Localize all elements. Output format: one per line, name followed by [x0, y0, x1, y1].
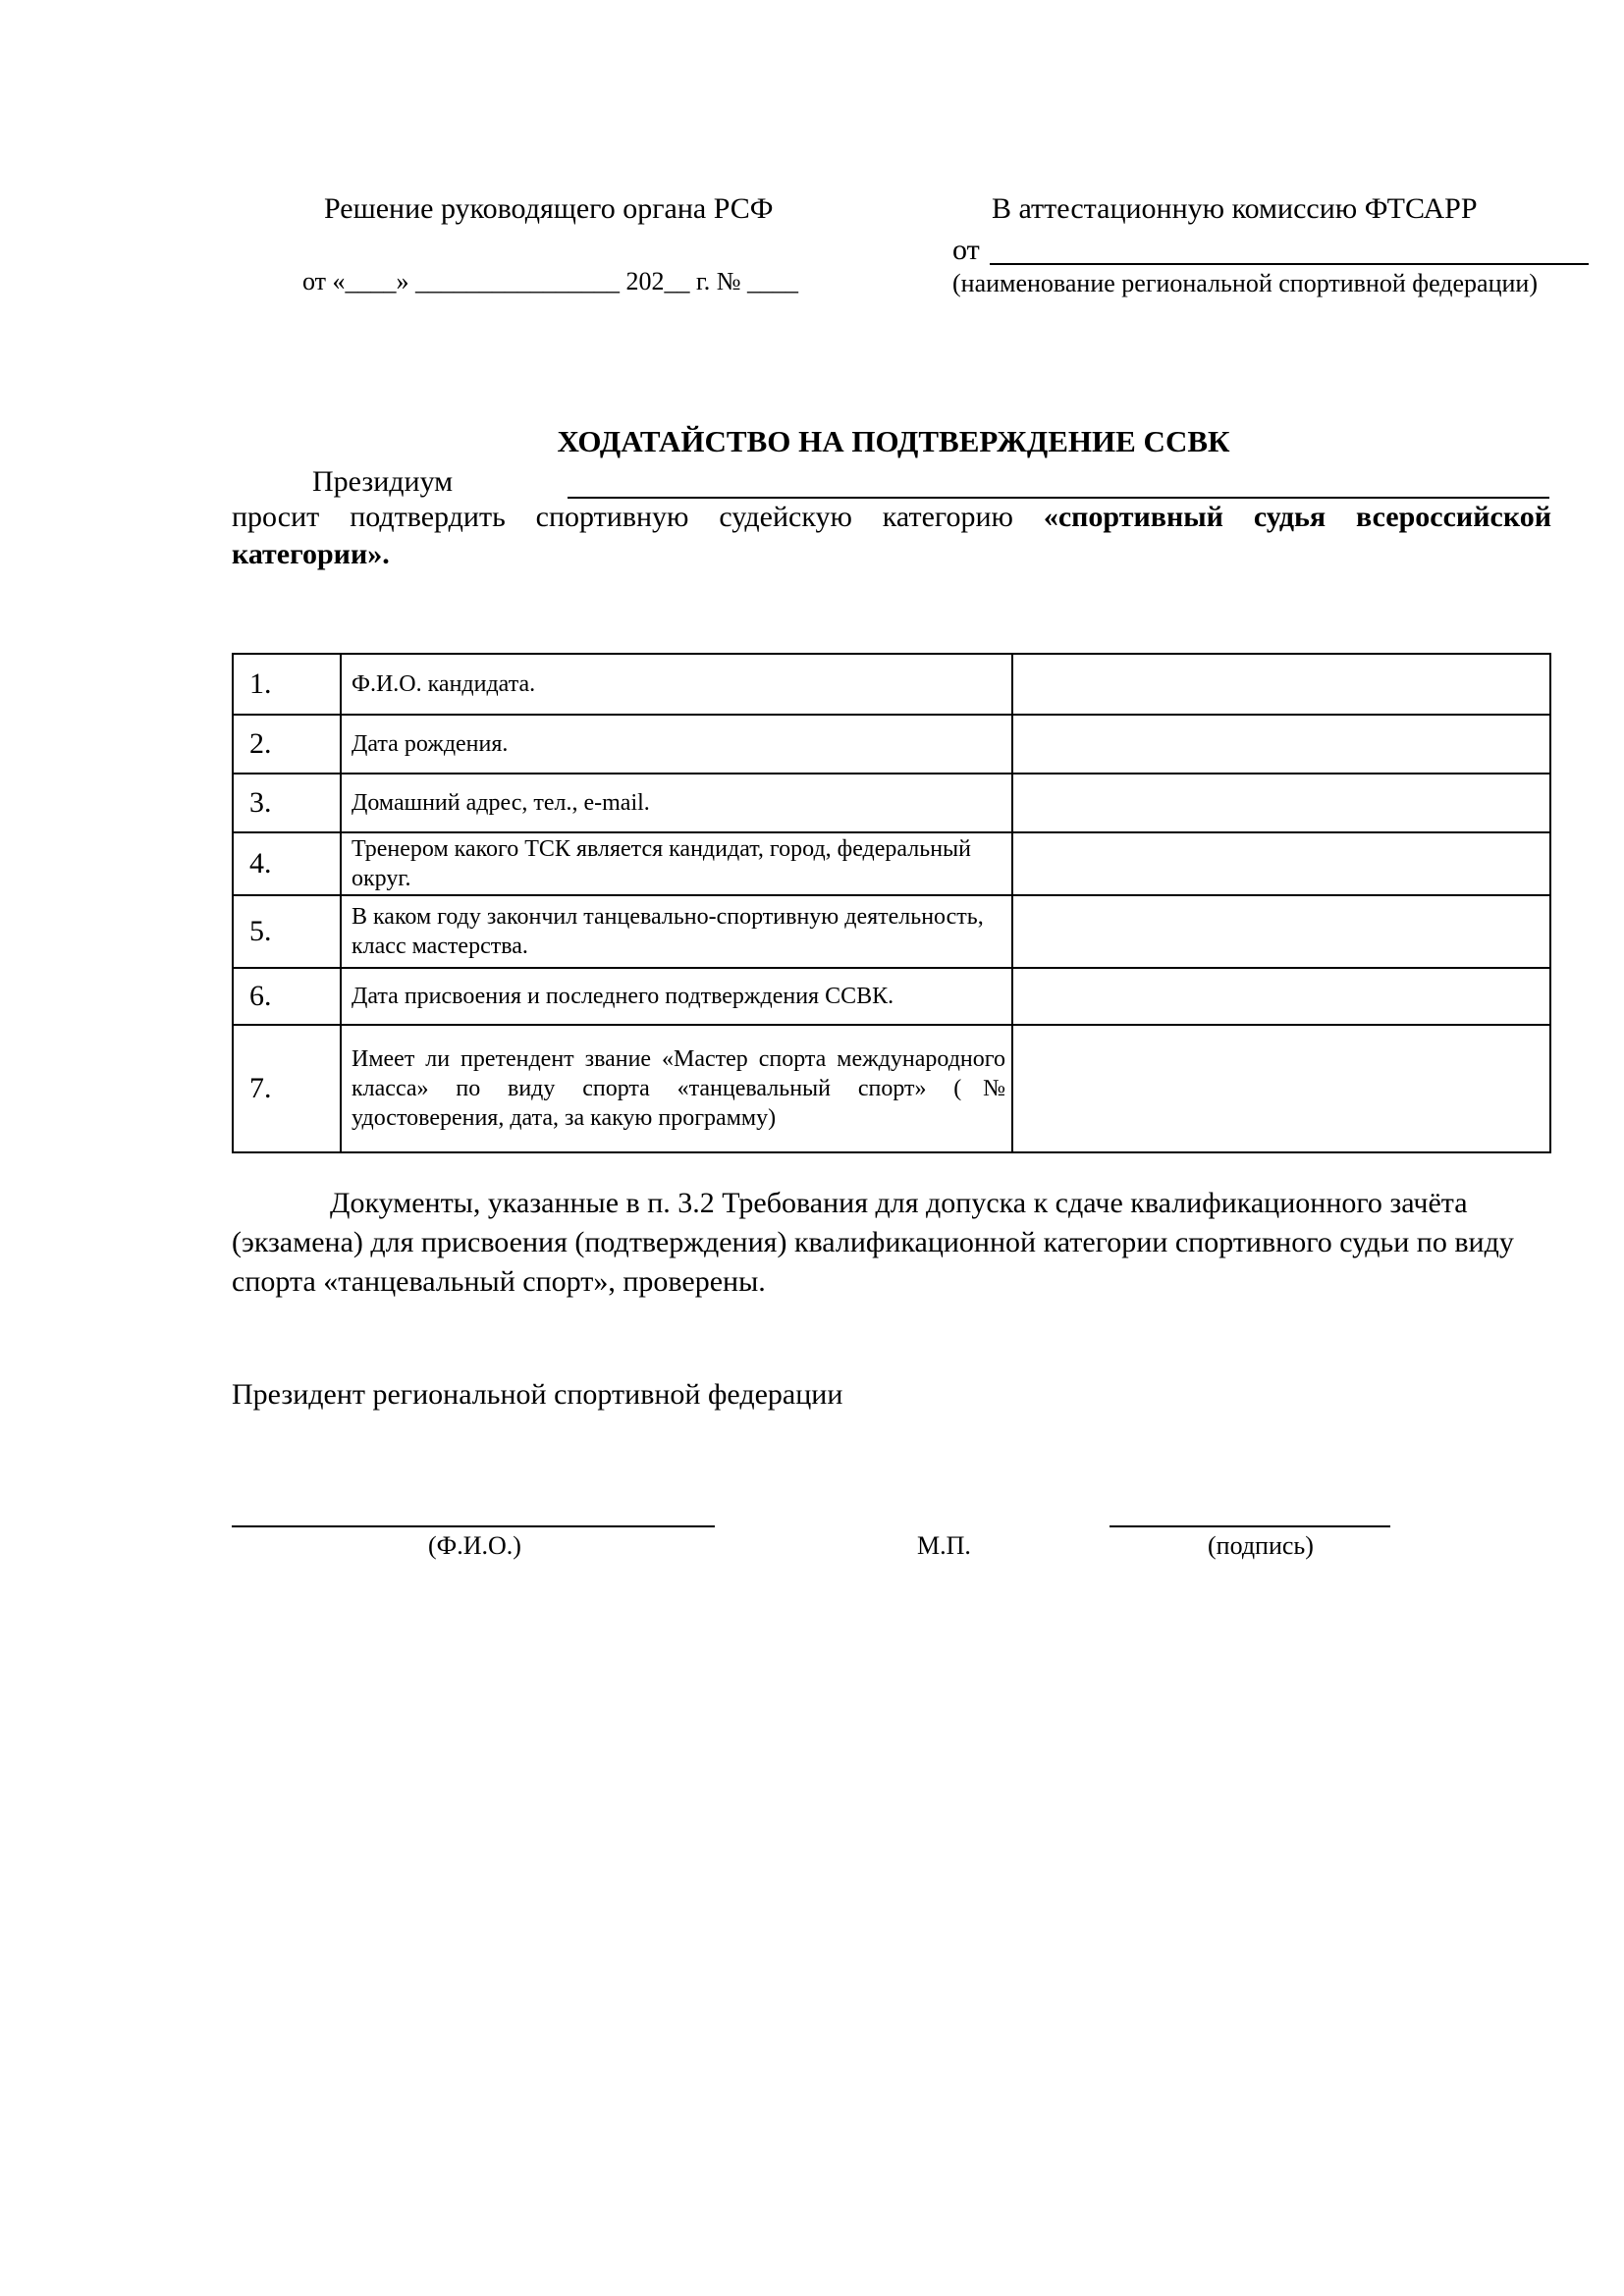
presidium-label: Президиум [312, 465, 454, 498]
request-category: «спортивный судья всероссийской категории». [232, 501, 1551, 570]
row-value-field[interactable] [1012, 895, 1550, 968]
decision-date-line: от «____» ________________ 202__ г. № ____ [302, 267, 799, 295]
signature-caption: (подпись) [1208, 1531, 1314, 1560]
table-row [233, 832, 1550, 895]
recipient-title: В аттестационную комиссию ФТСАРР [992, 192, 1478, 225]
row-number: 6. [233, 968, 341, 1025]
candidate-info-table [232, 653, 1551, 1153]
page-title: ХОДАТАЙСТВО НА ПОДТВЕРЖДЕНИЕ ССВК [557, 424, 1230, 458]
recipient-from-label: от [952, 234, 980, 266]
table-row [233, 1025, 1550, 1152]
recipient-federation-note: (наименование региональной спортивной федерации) [952, 269, 1538, 297]
row-label: Тренером какого ТСК является кандидат, город, федеральный округ. [341, 832, 1012, 895]
table-row [233, 654, 1550, 715]
row-number: 1. [233, 654, 341, 715]
row-label: Имеет ли претендент звание «Мастер спорта международного класса» по виду спорта «танцевальный спорт» (№ удостоверения, дата, за какую программу) [341, 1025, 1012, 1152]
row-value-field[interactable] [1012, 1025, 1550, 1152]
table-row [233, 715, 1550, 774]
row-value-field[interactable] [1012, 968, 1550, 1025]
president-label: Президент региональной спортивной федерации [232, 1378, 843, 1411]
signature-field[interactable] [1110, 1525, 1390, 1527]
row-label: Дата присвоения и последнего подтверждения ССВК. [341, 968, 1012, 1025]
row-label: Дата рождения. [341, 715, 1012, 774]
table-row [233, 895, 1550, 968]
row-label: Домашний адрес, тел., e-mail. [341, 774, 1012, 832]
documents-paragraph [232, 1184, 1547, 1302]
row-number: 2. [233, 715, 341, 774]
decision-title: Решение руководящего органа РСФ [324, 192, 774, 225]
recipient-federation-field[interactable] [990, 263, 1589, 265]
row-label: В каком году закончил танцевально-спортивную деятельность, класс мастерства. [341, 895, 1012, 968]
row-number: 7. [233, 1025, 341, 1152]
row-value-field[interactable] [1012, 774, 1550, 832]
row-label: Ф.И.О. кандидата. [341, 654, 1012, 715]
documents-text: Документы, указанные в п. 3.2 Требования для допуска к сдаче квалификационного зачёта (экзамена) для присвоения (подтверждения) квалификационной категории спортивного судьи по виду спорта «танцевальный спорт», проверены. [232, 1187, 1514, 1298]
row-value-field[interactable] [1012, 832, 1550, 895]
row-value-field[interactable] [1012, 715, 1550, 774]
row-number: 4. [233, 832, 341, 895]
request-text: просит подтвердить спортивную судейскую категорию [232, 501, 1044, 533]
fio-field[interactable] [232, 1525, 715, 1527]
row-number: 5. [233, 895, 341, 968]
table-row [233, 968, 1550, 1025]
row-number: 3. [233, 774, 341, 832]
stamp-caption: М.П. [917, 1531, 971, 1560]
table-row [233, 774, 1550, 832]
row-value-field[interactable] [1012, 654, 1550, 715]
fio-caption: (Ф.И.О.) [428, 1531, 521, 1560]
request-paragraph [232, 499, 1551, 573]
